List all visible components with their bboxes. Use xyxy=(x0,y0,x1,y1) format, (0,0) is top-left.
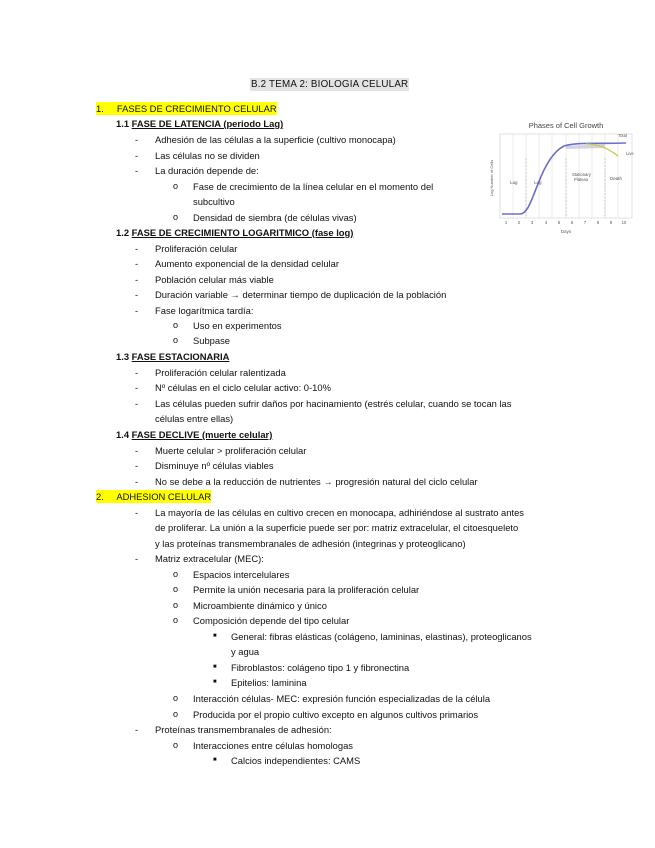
dash-bullet: - xyxy=(135,243,139,254)
dash-bullet: - xyxy=(135,724,139,735)
list-item: Las células no se dividen xyxy=(155,150,260,161)
subsection-1-3-heading xyxy=(116,350,229,363)
list-item: Espacios intercelulares xyxy=(193,569,290,580)
list-item: Interacción células- MEC: expresión función especializadas de la célula xyxy=(193,693,491,704)
x-tick: 2 xyxy=(517,220,521,225)
subsection-1-4-title: FASE DECLIVE (muerte celular) xyxy=(131,429,273,440)
phase-label-plateau: Plateau xyxy=(574,177,589,182)
phase-label-log: Log xyxy=(534,180,542,185)
section-2-number: 2. xyxy=(96,491,104,502)
subsection-1-1-heading xyxy=(116,117,283,130)
x-tick: 8 xyxy=(596,220,600,225)
page-title: B.2 TEMA 2: BIOLOGIA CELULAR xyxy=(251,79,409,90)
list-item: Epitelios: laminina xyxy=(231,677,307,688)
list-item: Calcios independientes: CAMS xyxy=(231,755,361,766)
list-item: General: fibras elásticas (colágeno, lamininas, elastinas), proteoglicanos xyxy=(231,631,532,642)
circle-bullet: o xyxy=(173,212,179,222)
list-item: La duración depende de: xyxy=(155,165,259,176)
circle-bullet: o xyxy=(173,615,179,625)
label-total: Total xyxy=(618,133,627,138)
x-axis-label: Days xyxy=(560,229,572,234)
subsection-1-1-title: FASE DE LATENCIA (periodo Lag) xyxy=(131,118,284,129)
list-item: Muerte celular > proliferación celular xyxy=(155,445,307,456)
subsection-1-3-number: 1.3 xyxy=(116,351,130,362)
list-item: Matriz extracelular (MEC): xyxy=(155,553,264,564)
circle-bullet: o xyxy=(173,693,179,703)
list-item: Fase de crecimiento de la línea celular en el momento del xyxy=(193,181,434,192)
x-tick: 7 xyxy=(583,220,587,225)
phase-label-stationary: Stationary xyxy=(572,172,591,177)
dash-bullet: - xyxy=(135,274,139,285)
x-tick-labels xyxy=(505,220,627,225)
dash-bullet: - xyxy=(135,476,139,487)
dash-bullet: - xyxy=(135,460,139,471)
list-item: Fibroblastos: colágeno tipo 1 y fibronectina xyxy=(231,662,410,673)
subsection-1-2-title: FASE DE CRECIMIENTO LOGARITMICO (fase log) xyxy=(131,227,354,238)
dash-bullet: - xyxy=(135,134,139,145)
y-axis-label: Log Number of Cells xyxy=(489,159,494,197)
list-item: Duración variable → determinar tiempo de duplicación de la población xyxy=(155,289,447,300)
subsection-1-2-number: 1.2 xyxy=(116,227,130,238)
cell-growth-figure xyxy=(486,118,636,236)
dash-bullet: - xyxy=(135,165,139,176)
square-bullet: ■ xyxy=(213,633,217,639)
subsection-1-3-title: FASE ESTACIONARIA xyxy=(131,351,230,362)
list-item: Nº células en el ciclo celular activo: 0-10% xyxy=(155,382,331,393)
list-item: Uso en experimentos xyxy=(193,320,282,331)
list-item: células entre ellas) xyxy=(155,413,234,424)
subsection-1-2-heading xyxy=(116,226,353,239)
x-tick: 3 xyxy=(530,220,534,225)
circle-bullet: o xyxy=(173,584,179,594)
paragraph-line: de proliferar. La unión a la superficie puede ser por: matriz extracelular, el citoesqueleto xyxy=(155,522,519,533)
x-tick: 1 xyxy=(504,220,508,225)
section-1-number: 1. xyxy=(96,103,104,114)
circle-bullet: o xyxy=(173,600,179,610)
circle-bullet: o xyxy=(173,740,179,750)
section-1-heading xyxy=(96,102,277,115)
paragraph-line: La mayoría de las células en cultivo crecen en monocapa, adhiriéndose al sustrato antes xyxy=(155,507,524,518)
list-item: No se debe a la reducción de nutrientes → progresión natural del ciclo celular xyxy=(155,476,478,487)
phase-label-lag: Lag xyxy=(510,180,518,185)
label-live: Live xyxy=(626,151,634,156)
x-tick: 5 xyxy=(557,220,561,225)
dash-bullet: - xyxy=(135,382,139,393)
list-item: y agua xyxy=(231,646,260,657)
subsection-1-4-number: 1.4 xyxy=(116,429,130,440)
list-item: subcultivo xyxy=(193,196,235,207)
circle-bullet: o xyxy=(173,181,179,191)
list-item: Las células pueden sufrir daños por hacinamiento (estrés celular, cuando se tocan las xyxy=(155,398,512,409)
dash-bullet: - xyxy=(135,367,139,378)
dash-bullet: - xyxy=(135,258,139,269)
dash-bullet: - xyxy=(135,305,139,316)
circle-bullet: o xyxy=(173,320,179,330)
section-1-title: FASES DE CRECIMIENTO CELULAR xyxy=(116,103,277,114)
square-bullet: ■ xyxy=(213,664,217,670)
list-item: Fase logarítmica tardía: xyxy=(155,305,254,316)
list-item: Adhesión de las células a la superficie (cultivo monocapa) xyxy=(155,134,396,145)
dash-bullet: - xyxy=(135,507,139,518)
list-item: Proteínas transmembranales de adhesión: xyxy=(155,724,332,735)
phase-label-death: Death xyxy=(610,176,623,181)
list-item: Disminuye nº células viables xyxy=(155,460,274,471)
list-item: Subpase xyxy=(193,335,231,346)
x-tick: 6 xyxy=(570,220,574,225)
dash-bullet: - xyxy=(135,289,139,300)
square-bullet: ■ xyxy=(213,679,217,685)
dash-bullet: - xyxy=(135,445,139,456)
x-tick: 10 xyxy=(621,220,627,225)
figure-title: Phases of Cell Growth xyxy=(528,121,604,130)
circle-bullet: o xyxy=(173,335,179,345)
section-2-heading xyxy=(96,490,211,503)
x-tick: 4 xyxy=(544,220,548,225)
dash-bullet: - xyxy=(135,398,139,409)
dash-bullet: - xyxy=(135,150,139,161)
square-bullet: ■ xyxy=(213,757,217,763)
list-item: Aumento exponencial de la densidad celular xyxy=(155,258,339,269)
subsection-1-1-number: 1.1 xyxy=(116,118,130,129)
x-tick: 9 xyxy=(609,220,613,225)
list-item: Microambiente dinámico y único xyxy=(193,600,327,611)
list-item: Población celular más viable xyxy=(155,274,274,285)
section-2-title: ADHESION CELULAR xyxy=(116,491,212,502)
list-item: Producida por el propio cultivo excepto en algunos cultivos primarios xyxy=(193,709,479,720)
list-item: Interacciones entre células homologas xyxy=(193,740,353,751)
circle-bullet: o xyxy=(173,569,179,579)
list-item: Proliferación celular ralentizada xyxy=(155,367,286,378)
circle-bullet: o xyxy=(173,709,179,719)
subsection-1-4-heading xyxy=(116,428,272,441)
paragraph-line: y las proteínas transmembranales de adhesión (integrinas y proteoglicano) xyxy=(155,538,466,549)
list-item: Proliferación celular xyxy=(155,243,238,254)
list-item: Permite la unión necesaria para la proliferación celular xyxy=(193,584,420,595)
list-item: Composición depende del tipo celular xyxy=(193,615,350,626)
list-item: Densidad de siembra (de células vivas) xyxy=(193,212,357,223)
dash-bullet: - xyxy=(135,553,139,564)
